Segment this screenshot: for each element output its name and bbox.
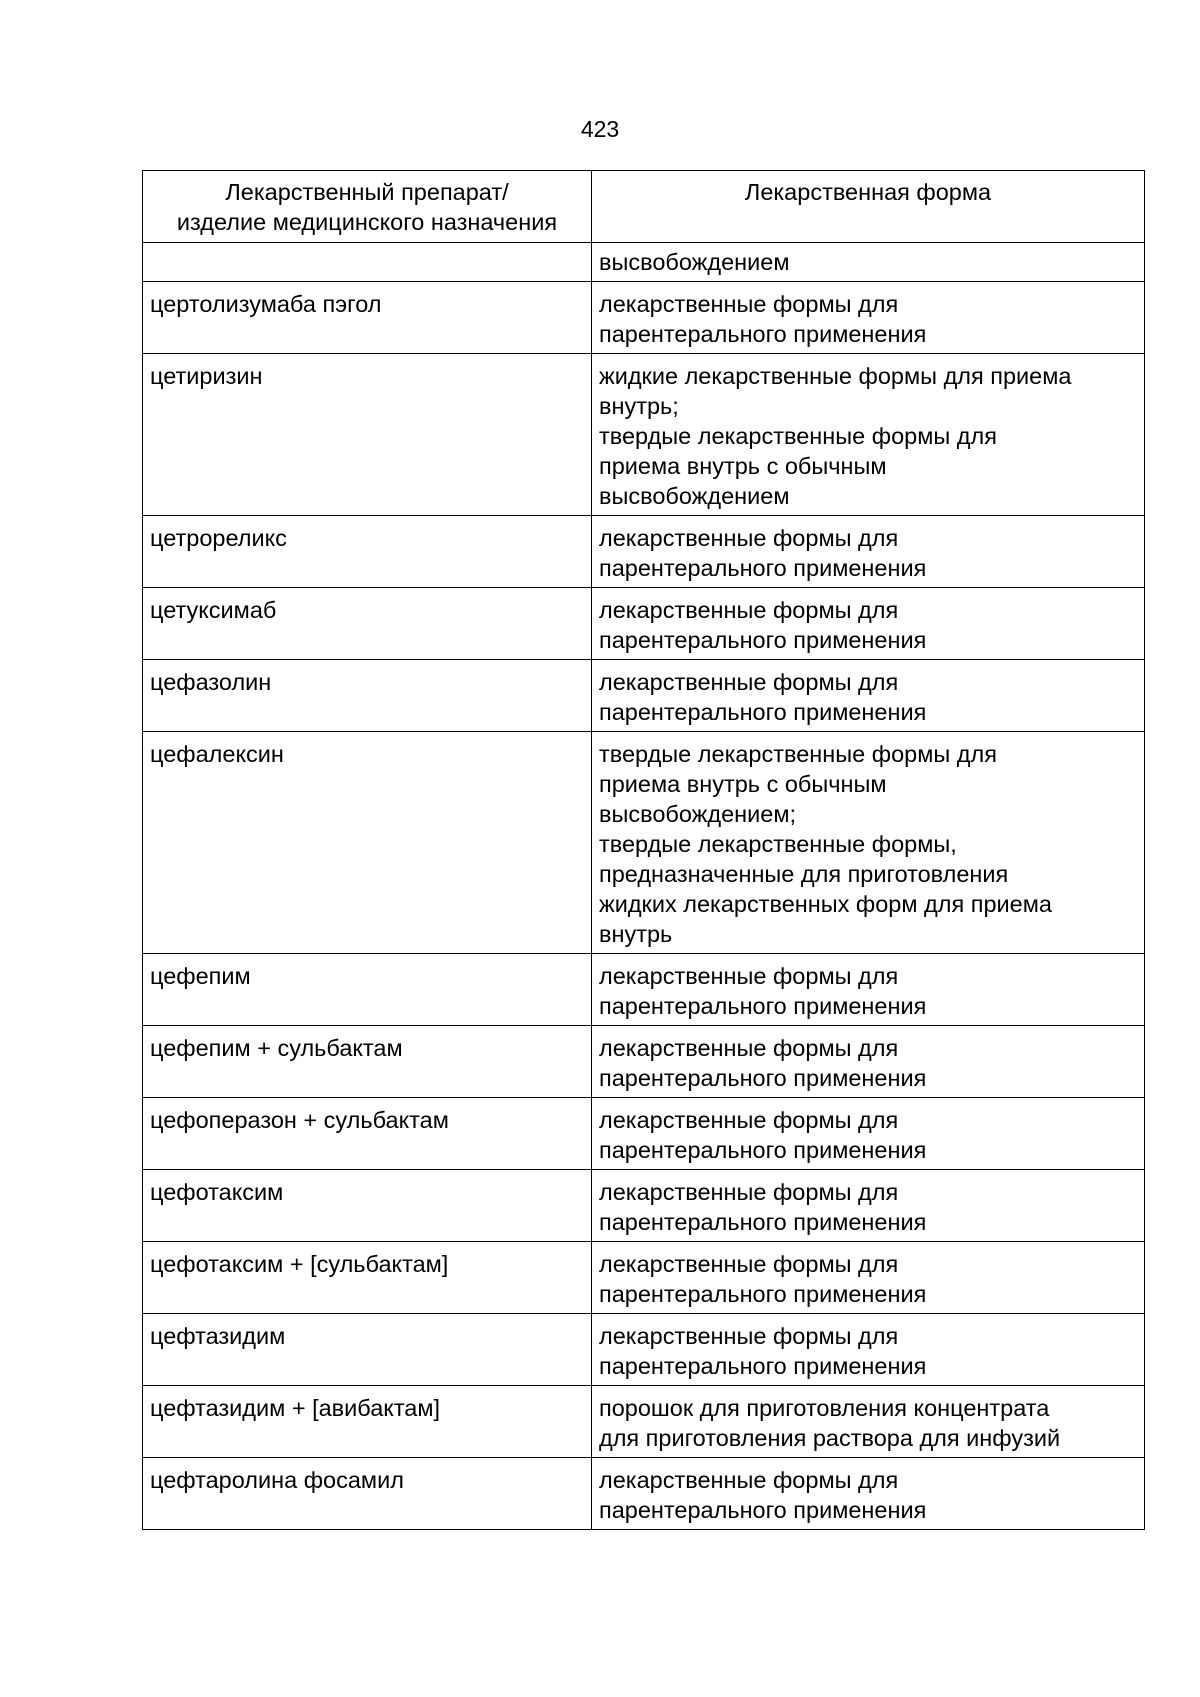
form-cell: лекарственные формы для парентерального применения — [592, 1314, 1145, 1386]
header-drug: Лекарственный препарат/ изделие медицинского назначения — [143, 171, 592, 243]
drug-cell: цертолизумаба пэгол — [143, 282, 592, 354]
page-number: 423 — [580, 116, 620, 142]
drug-cell: цефазолин — [143, 660, 592, 732]
table-row — [143, 1170, 1145, 1242]
header-dosage-form: Лекарственная форма — [592, 171, 1145, 243]
form-cell: жидкие лекарственные формы для приема внутрь; твердые лекарственные формы для приема внутрь с обычным высвобождением — [592, 354, 1145, 516]
form-cell: лекарственные формы для парентерального применения — [592, 660, 1145, 732]
form-cell: порошок для приготовления концентрата для приготовления раствора для инфузий — [592, 1386, 1145, 1458]
drug-cell: цефтазидим — [143, 1314, 592, 1386]
drug-cell: цетуксимаб — [143, 588, 592, 660]
form-cell: твердые лекарственные формы для приема внутрь с обычным высвобождением; твердые лекарственные формы, предназначенные для приготовления жидких лекарственных форм для приема внутрь — [592, 732, 1145, 954]
table-header-row — [143, 171, 1145, 243]
table-row — [143, 516, 1145, 588]
form-cell: лекарственные формы для парентерального применения — [592, 1170, 1145, 1242]
form-cell: лекарственные формы для парентерального применения — [592, 1026, 1145, 1098]
form-cell: лекарственные формы для парентерального применения — [592, 516, 1145, 588]
drug-cell: цефепим — [143, 954, 592, 1026]
drug-form-table — [142, 170, 1145, 1530]
drug-cell: цетрореликс — [143, 516, 592, 588]
drug-cell: цефепим + сульбактам — [143, 1026, 592, 1098]
drug-cell: цефтаролина фосамил — [143, 1458, 592, 1530]
table-row — [143, 1242, 1145, 1314]
drug-cell: цефотаксим — [143, 1170, 592, 1242]
drug-cell: цетиризин — [143, 354, 592, 516]
form-cell: лекарственные формы для парентерального применения — [592, 954, 1145, 1026]
table-row — [143, 1458, 1145, 1530]
form-cell: лекарственные формы для парентерального применения — [592, 1098, 1145, 1170]
table-row — [143, 1314, 1145, 1386]
drug-cell: цефалексин — [143, 732, 592, 954]
table-row — [143, 954, 1145, 1026]
drug-cell: цефотаксим + [сульбактам] — [143, 1242, 592, 1314]
table-row — [143, 1098, 1145, 1170]
table-row — [143, 1386, 1145, 1458]
table-row — [143, 660, 1145, 732]
table-row — [143, 282, 1145, 354]
form-cell: лекарственные формы для парентерального применения — [592, 1458, 1145, 1530]
table-row — [143, 354, 1145, 516]
table-row — [143, 732, 1145, 954]
table-row-continuation — [143, 243, 1145, 282]
form-cell: лекарственные формы для парентерального применения — [592, 588, 1145, 660]
form-cell: лекарственные формы для парентерального применения — [592, 1242, 1145, 1314]
form-cell: высвобождением — [592, 243, 1145, 282]
drug-cell: цефтазидим + [авибактам] — [143, 1386, 592, 1458]
drug-cell — [143, 243, 592, 282]
form-cell: лекарственные формы для парентерального применения — [592, 282, 1145, 354]
table-row — [143, 1026, 1145, 1098]
table-row — [143, 588, 1145, 660]
drug-cell: цефоперазон + сульбактам — [143, 1098, 592, 1170]
